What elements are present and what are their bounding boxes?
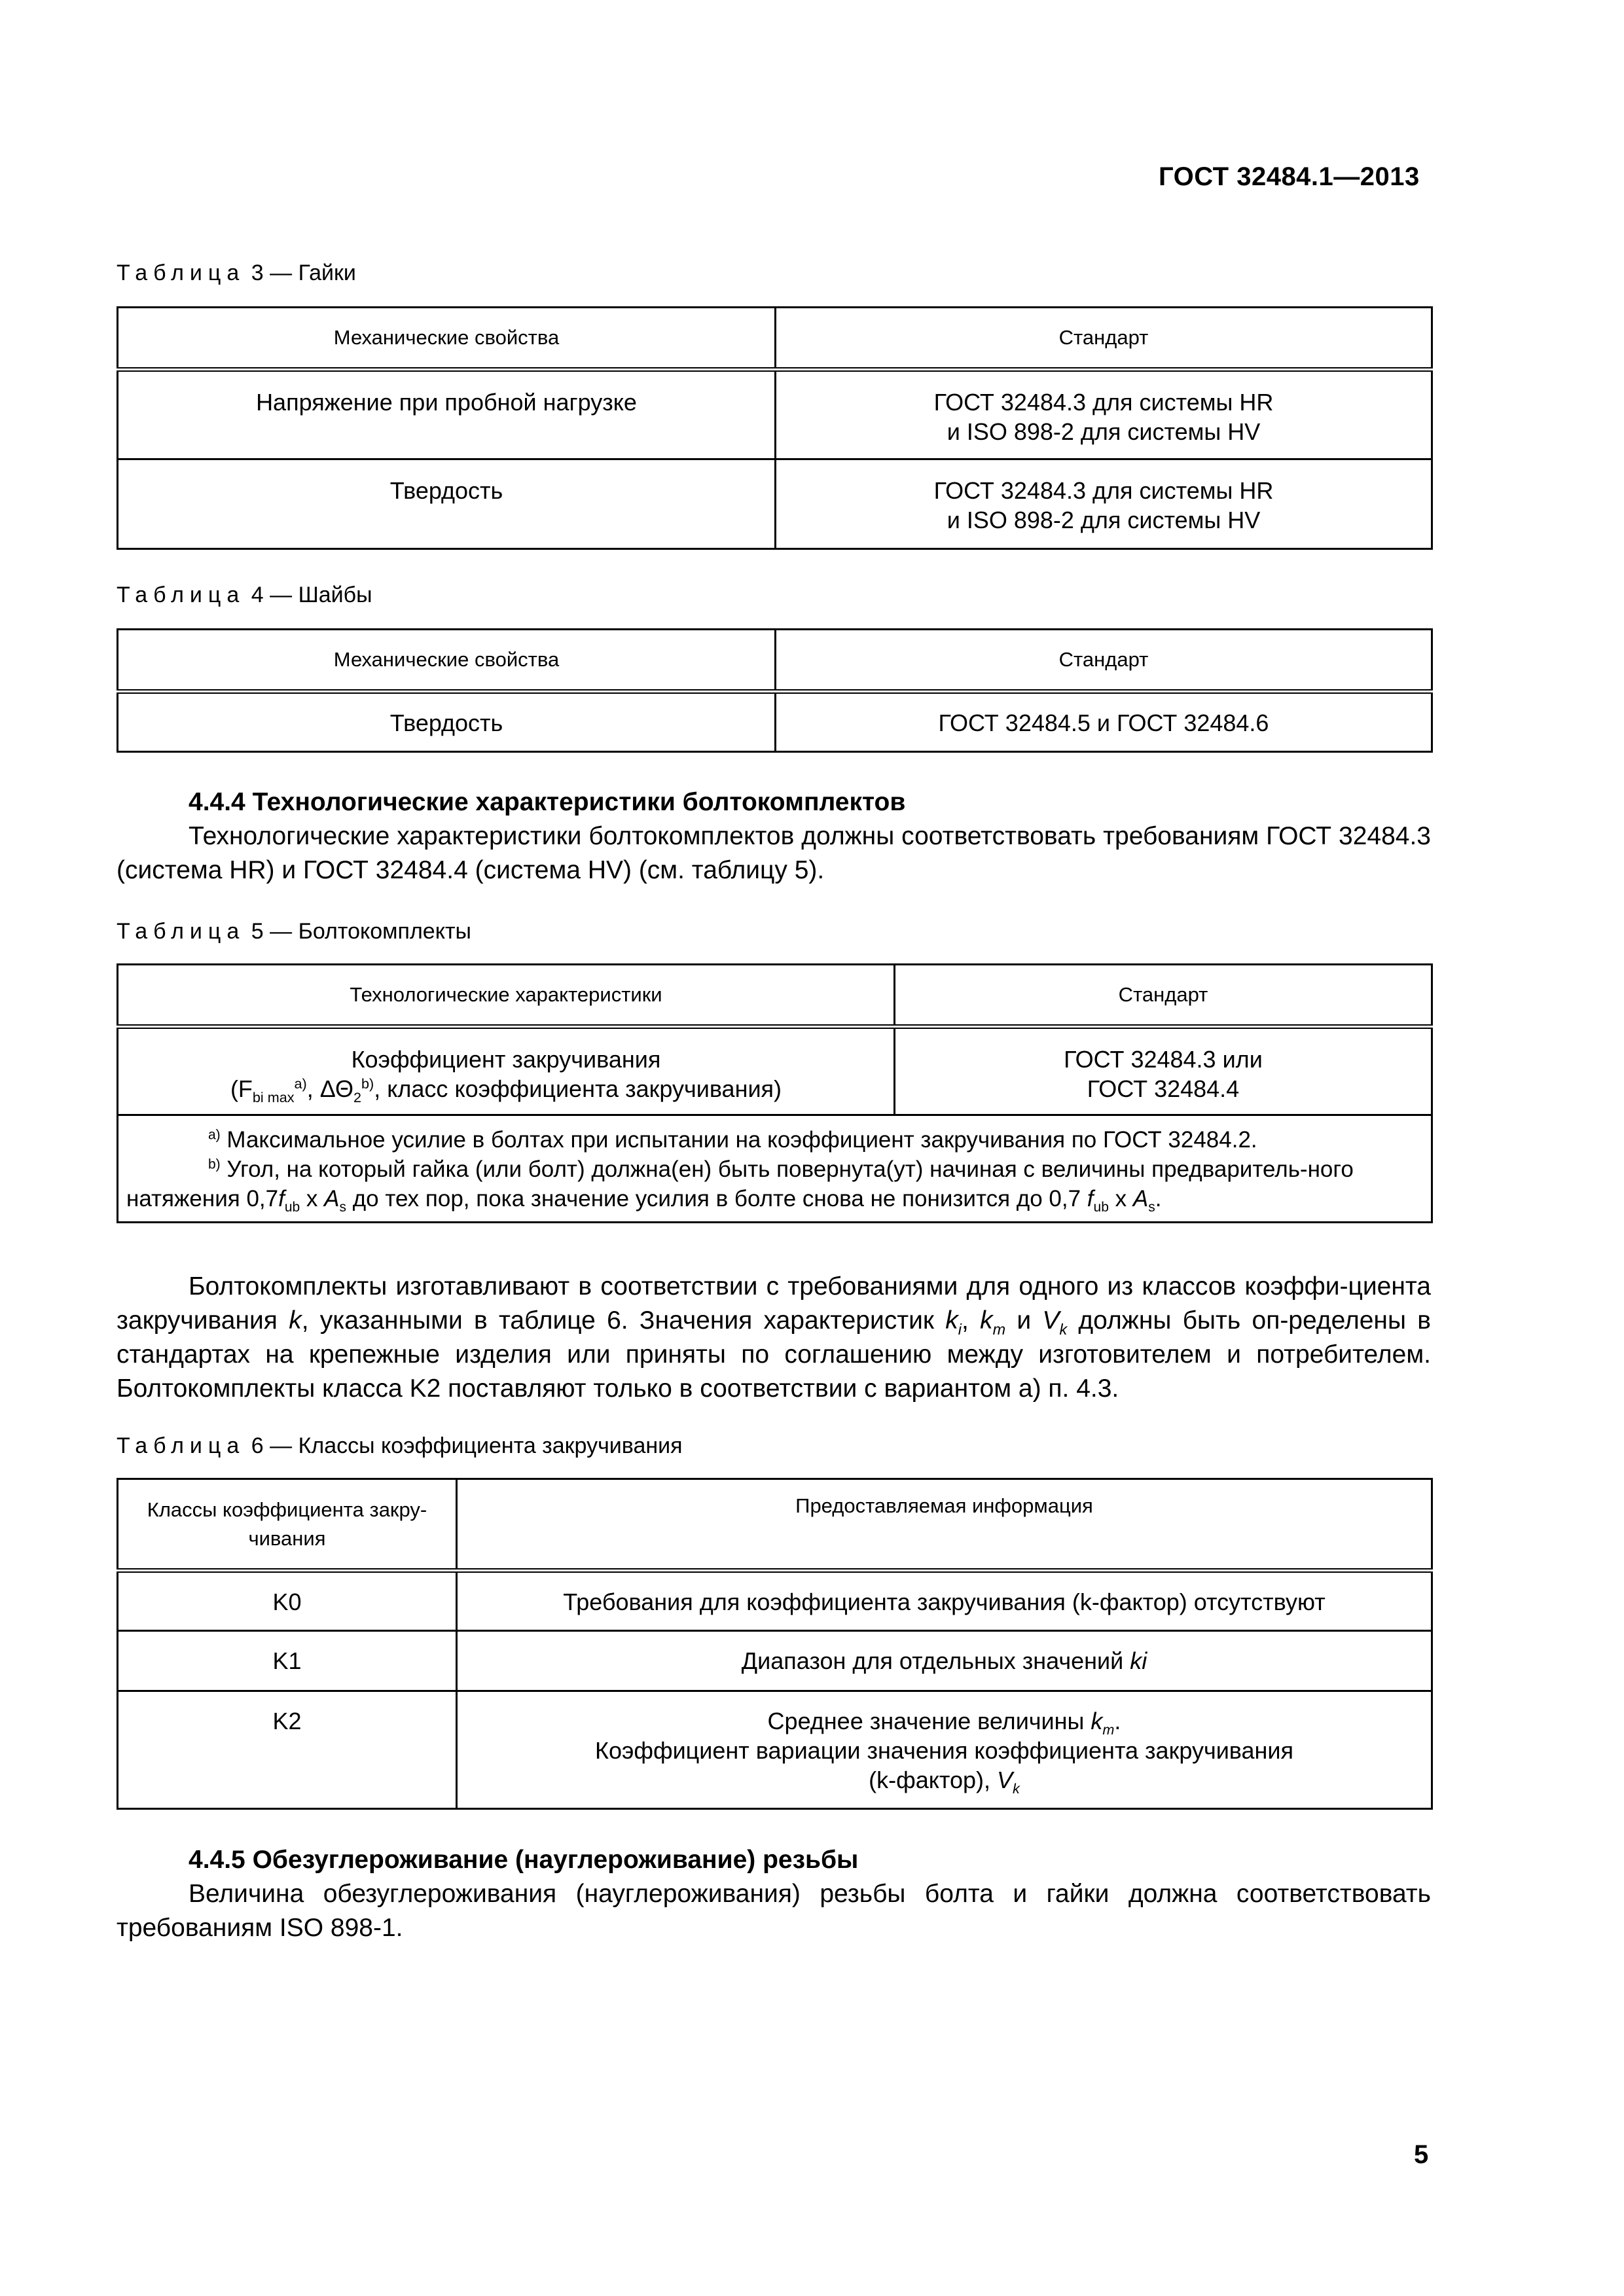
table6-caption [117,1433,683,1459]
table4 [117,628,1433,753]
table-title: — Классы коэффициента закручивания [270,1433,683,1458]
table5-cell-standard: ГОСТ 32484.3 или ГОСТ 32484.4 [895,1027,1432,1115]
table6-header-info: Предоставляемая информация [457,1479,1432,1571]
table-title: — Болтокомплекты [270,919,471,944]
table5-header-characteristic: Технологические характеристики [118,965,895,1027]
table5 [117,963,1433,1223]
table4-cell-standard: ГОСТ 32484.5 и ГОСТ 32484.6 [776,692,1432,752]
table6-header-class: Классы коэффициента закру-чивания [118,1479,457,1571]
section-444-text: Технологические характеристики болтокомплектов должны соответствовать требованиям ГОСТ 32484.3 (система HR) и ГОСТ 32484.4 (система HV) (см. таблицу 5). [117,822,1431,884]
table6 [117,1478,1433,1810]
table3-cell-standard: ГОСТ 32484.3 для системы HR и ISO 898-2 для системы HV [776,370,1432,459]
table3-header-standard: Стандарт [776,308,1432,370]
page-number: 5 [1414,2140,1429,2169]
table3-caption [117,260,356,286]
table5-footnotes: $^{a)}$ Максимальное усилие в болтах при испытании на коэффициент закручивания по ГОСТ 32484.2. $^{b)}$ Угол, на который гайка (или болт) должна(ен) быть повернута(ут) начиная с величины предваритель-ного натяжения $0,7f_{ub}$ x $A_s$ до тех пор, пока значение усилия в болте снова не понизится до 0,7 $f_{ub}$ x $A_s$. [118,1115,1432,1223]
table-title: — Гайки [270,260,356,285]
table6-cell-info: Диапазон для отдельных значений ki [457,1631,1432,1691]
table6-cell-class: K1 [118,1631,457,1691]
table-label: Таблица [117,919,245,944]
table3-cell-property: Напряжение при пробной нагрузке [118,370,776,459]
table6-cell-info: Требования для коэффициента закручивания (k-фактор) отсутствуют [457,1571,1432,1631]
table-number: 5 [251,919,264,944]
table3-header-property: Механические свойства [118,308,776,370]
table6-cell-info: Среднее значение величины $k_m$. Коэффициент вариации значения коэффициента закручивания (k-фактор), $V_k$ [457,1691,1432,1809]
table-number: 3 [251,260,264,285]
document-id: ГОСТ 32484.1—2013 [1159,162,1420,191]
section-445-text: Величина обезуглероживания (науглероживания) резьбы болта и гайки должна соответствовать требованиям ISO 898-1. [117,1880,1431,1942]
table5-header-standard: Стандарт [895,965,1432,1027]
table3-cell-property: Твердость [118,459,776,549]
table6-cell-class: K2 [118,1691,457,1809]
table6-cell-class: K0 [118,1571,457,1631]
table5-caption [117,919,471,944]
table4-cell-property: Твердость [118,692,776,752]
table4-header-property: Механические свойства [118,630,776,692]
table-label: Таблица [117,1433,245,1458]
boltsets-paragraph: Болтокомплекты изготавливают в соответствии с требованиями для одного из классов коэффи-циента закручивания k, указанными в таблице 6. Значения характеристик $k_i$, $k_m$ и $V_k$ должны быть оп-ределены в стандартах на крепежные изделия или приняты по соглашению между изготовителем и потребителем. Болтокомплекты класса K2 поставляют только в соответствии с вариантом а) п. 4.3. [117,1272,1431,1403]
section-heading-444: 4.4.4 Технологические характеристики болтокомплектов [189,788,906,816]
table5-cell-characteristic: Коэффициент закручивания ($F_{bi max}^{a)}$, $\Delta\Theta_2^{b)}$, класс коэффициента закручивания) [118,1027,895,1115]
table4-header-standard: Стандарт [776,630,1432,692]
table-title: — Шайбы [270,583,372,607]
table-number: 4 [251,583,264,607]
table3 [117,306,1433,550]
table-label: Таблица [117,583,245,607]
table3-cell-standard: ГОСТ 32484.3 для системы HR и ISO 898-2 для системы HV [776,459,1432,549]
section-heading-445: 4.4.5 Обезуглероживание (науглероживание) резьбы [189,1846,859,1874]
table4-caption [117,583,372,608]
table-label: Таблица [117,260,245,285]
table-number: 6 [251,1433,264,1458]
